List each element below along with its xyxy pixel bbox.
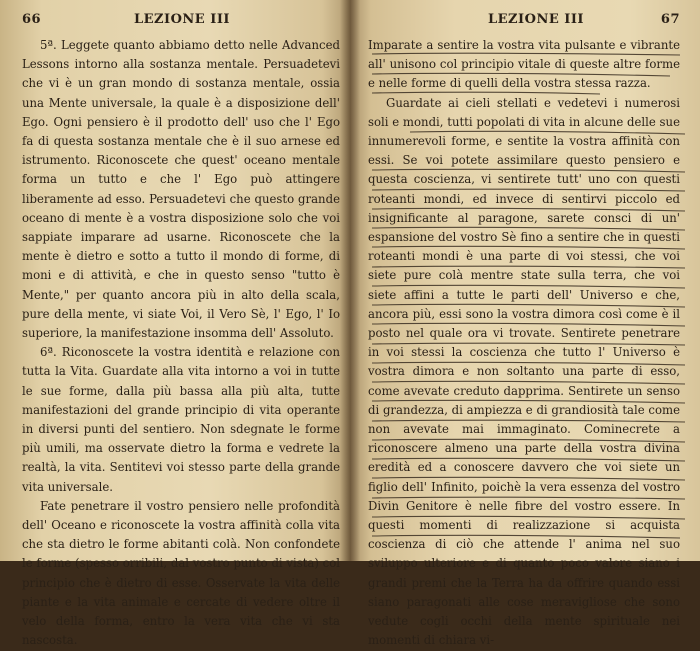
paragraph: 5ª. Leggete quanto abbiamo detto nelle Advanced Lessons intorno alla sostanza mentale. Persuadetevi che vi è un gran mondo di sostanza mentale, ossia una Mente universale, la quale è a disposizione dell' Ego. Ogni pensiero è il prodotto dell' uso che l' Ego fa di questa sostanza mentale che è il suo arnese ed istrumento. Riconoscete che quest' oceano mentale forma un tutto e che l' Ego può attingere liberamente ad esso. Persuadetevi che questo grande oceano di mente è a vostra disposizione solo che voi sappiate imparare ad usarne. Riconoscete che la mente è dietro e sotto a tutto il mondo di forme, di moni e di attività, e che in questo senso "tutto è Mente," per quanto ancora più in alto della scala, pure della mente, vi siate Voi, il Vero Sè, l' Ego, l' Io superiore, la manifestazione insomma dell' Assoluto. [22, 38, 340, 341]
page-number: 66 [22, 12, 42, 27]
right-page-header [368, 12, 680, 30]
paragraph: Fate penetrare il vostro pensiero nelle profondità dell' Oceano e riconoscete la vostra affinità colla vita che sta dietro le forme abitanti colà. Non confondete le forme (spesso orribili, dal vostro punto di vista) col principio che è dietro di esse. Osservate la vita delle piante e la vita animale e cercate di vedere oltre il velo della forma, entro la vera vita che vi sta nascosta. [22, 498, 340, 648]
running-title: LEZIONE III [488, 12, 585, 27]
paragraph: Guardate ai cieli stellati e vedetevi i numerosi soli e mondi, tutti popolati di vita in alcune delle sue innumerevoli forme, e sentite la vostra affinità con essi. Se voi potete assimilare questo pensiero e questa coscienza, vi sentirete tutt' uno con questi roteanti mondi, ed invece di sentirvi piccolo ed insignificante al paragone, sarete consci di un' espansione del vostro Sè fino a sentire che in questi roteanti mondi è una parte di voi stessi, che voi siete pure colà mentre state sulla terra, che voi siete affini a tutte le parti dell' Universo e che, ancora più, essi sono la vostra dimora così come è il posto nel quale ora vi trovate. Sentirete penetrare in voi stessi la coscienza che tutto l' Universo è vostra dimora e non soltanto una parte di esso, come avevate creduto dapprima. Sentirete un senso di grandezza, di ampiezza e di grandiosità tale come non avevate mai immaginato. Cominecrete a riconoscere almeno una parte della vostra divina eredità ed a conoscere davvero che voi siete un figlio dell' Infinito, poichè la vera essenza del vostro Divin Genitore è nelle fibre del vostro essere. In questi momenti di realizzazione si acquista coscienza di ciò che attende l' anima nel suo sviluppo ulteriore e di quanto poco valore siano i grandi premi che la Terra ha da offrire quando essi siano paragonati alle cose meravigliose che sono vedute cogli occhi della mente spirituale nei momenti di chiara vi- [368, 95, 680, 648]
left-page [0, 0, 350, 648]
left-page-header [22, 12, 340, 30]
paragraph: 6ª. Riconoscete la vostra identità e relazione con tutta la Vita. Guardate alla vita intorno a voi in tutte le sue forme, dalla più bassa alla più alta, tutte manifestazioni del grande principio di vita operante in diversi punti del sentiero. Non sdegnate le forme più umili, ma osservate dietro la forma e vedrete la realtà, la vita. Sentitevi voi stesso parte della grande vita universale. [22, 345, 340, 494]
running-title: LEZIONE III [133, 12, 230, 27]
page-number: 67 [660, 12, 680, 27]
paragraph: Imparate a sentire la vostra vita pulsante e vibrante all' unisono col principio vitale di queste altre forme e nelle forme di quelli della vostra stessa razza. [368, 38, 680, 91]
right-page [350, 0, 700, 648]
